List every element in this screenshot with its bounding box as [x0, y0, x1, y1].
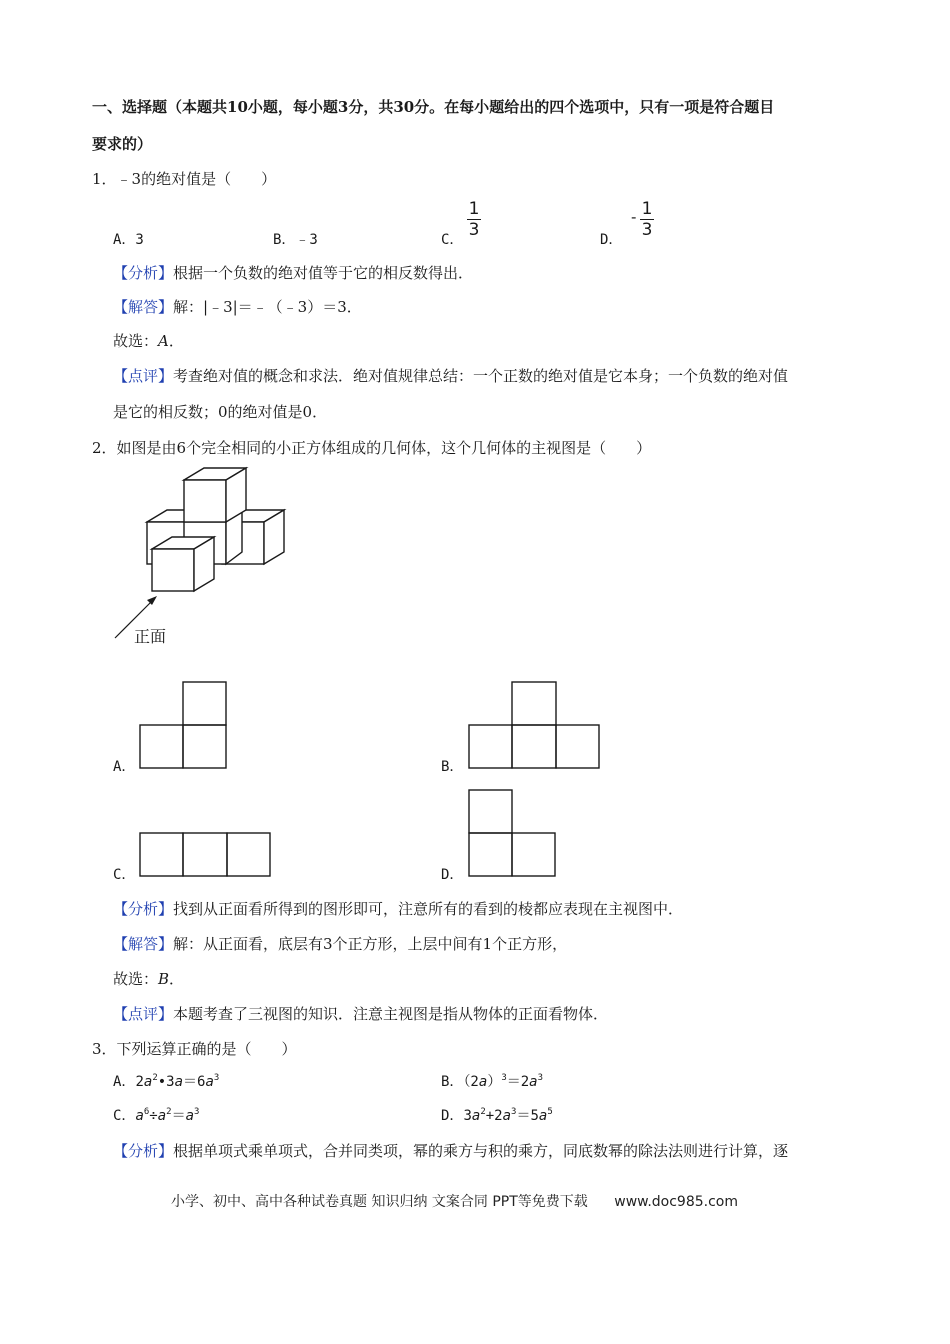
q2-analysis — [113, 898, 683, 919]
choose-prefix: 故选： — [113, 332, 159, 350]
q1-c-numerator: 1 — [468, 199, 480, 219]
analysis-text: 根据单项式乘单项式，合并同类项，幂的乘方与积的乘方，同底数幂的除法法则进行计算，逐 — [173, 1142, 789, 1160]
analysis-tag: 【分析】 — [113, 900, 174, 918]
front-label: 正面 — [134, 627, 167, 646]
q2-option-a-figure — [139, 681, 228, 769]
q1-comment-line1 — [113, 365, 788, 386]
q2-option-b-figure — [468, 681, 601, 769]
q1-option-c-fraction — [467, 200, 481, 239]
q3-option-a: A．$2a^2•3a=6a^3$ — [113, 1073, 220, 1090]
footer-text — [171, 1191, 738, 1211]
q1-d-denominator: 3 — [641, 220, 653, 240]
q3-analysis — [113, 1140, 788, 1161]
q1-analysis — [113, 262, 473, 283]
q2-option-a-label: A． — [113, 759, 136, 775]
analysis-text: 根据一个负数的绝对值等于它的相反数得出． — [173, 264, 474, 282]
q2-choose: 故选：B． — [113, 970, 185, 988]
answer-tag: 【解答】 — [113, 935, 174, 953]
footer-url[interactable]: www.doc985.com — [614, 1194, 738, 1210]
q2-option-c-label: C． — [113, 867, 136, 883]
choose-answer: B — [158, 970, 170, 988]
q1-c-denominator: 3 — [468, 220, 480, 240]
q1-option-b: B．﹣3 — [273, 232, 318, 248]
analysis-tag: 【分析】 — [113, 264, 174, 282]
comment-tag: 【点评】 — [113, 367, 174, 385]
q2-option-c-figure — [139, 832, 272, 878]
answer-text: 解：|﹣3|＝﹣（﹣3）＝3． — [173, 298, 362, 316]
q1-comment-line2: 是它的相反数；0的绝对值是0． — [113, 403, 328, 421]
section-heading-line2: 要求的） — [92, 135, 153, 153]
q2-option-b-label: B． — [441, 759, 464, 775]
q3-option-c: C．$a^6\div a^2=a^3$ — [113, 1107, 200, 1124]
q1-option-a: A．3 — [113, 232, 144, 248]
q1-option-c-label: C． — [441, 232, 464, 248]
q2-answer — [113, 933, 567, 954]
section-heading-line1: 一、选择题（本题共10小题，每小题3分，共30分。在每小题给出的四个选项中，只有一项是符合题目 — [92, 98, 775, 116]
q1-answer — [113, 296, 362, 317]
q2-stem: 2．如图是由6个完全相同的小正方体组成的几何体，这个几何体的主视图是（ ） — [92, 439, 652, 457]
q3-stem: 3．下列运算正确的是（ ） — [92, 1040, 297, 1058]
q1-option-d-fraction — [640, 200, 654, 239]
q2-option-d-figure — [468, 789, 557, 878]
choose-answer: A — [158, 332, 169, 350]
footer-description: 小学、初中、高中各种试卷真题 知识归纳 文案合同 PPT等免费下载 — [171, 1194, 588, 1210]
q3-option-d: D．$3a^2+2a^3=5a^5$ — [441, 1107, 553, 1124]
q1-stem: 1．﹣3的绝对值是（ ） — [92, 170, 277, 188]
answer-text: 解：从正面看，底层有3个正方形，上层中间有1个正方形， — [173, 935, 568, 953]
answer-tag: 【解答】 — [113, 298, 174, 316]
choose-prefix: 故选： — [113, 970, 159, 988]
analysis-text: 找到从正面看所得到的图形即可，注意所有的看到的棱都应表现在主视图中． — [173, 900, 684, 918]
q1-choose: 故选：A． — [113, 332, 184, 350]
comment-text: 本题考查了三视图的知识．注意主视图是指从物体的正面看物体． — [173, 1005, 609, 1023]
q2-comment — [113, 1003, 608, 1024]
q1-d-numerator: 1 — [641, 199, 653, 219]
q3-option-b: B．$(2a)^3=2a^3$ — [441, 1073, 544, 1090]
q1-option-d-label: D． — [600, 232, 623, 248]
q1-option-d-minus: - — [631, 208, 637, 226]
comment-tag: 【点评】 — [113, 1005, 174, 1023]
q2-option-d-label: D． — [441, 867, 464, 883]
comment-text: 考查绝对值的概念和求法．绝对值规律总结：一个正数的绝对值是它本身；一个负数的绝对值 — [173, 367, 789, 385]
analysis-tag: 【分析】 — [113, 1142, 174, 1160]
